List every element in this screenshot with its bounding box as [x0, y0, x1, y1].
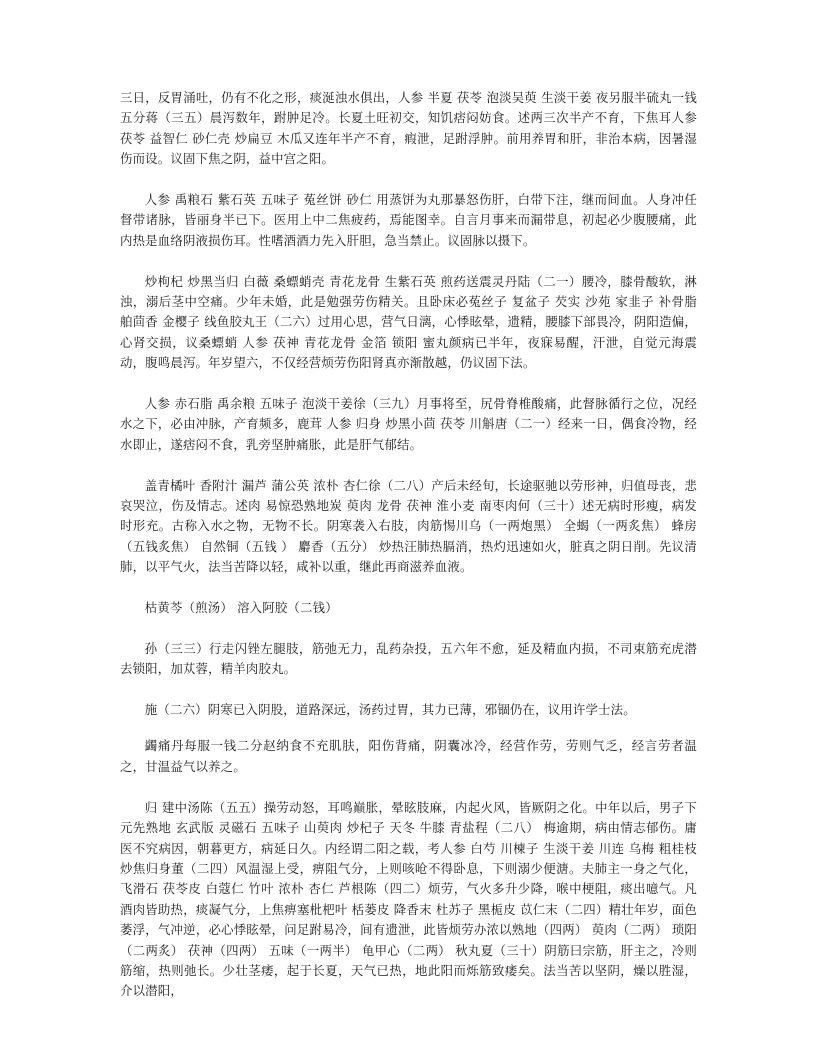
paragraph-4: 人参 赤石脂 禹余粮 五味子 泡淡干姜徐（三九）月事将至，尻骨脊椎酸痛，此督脉循行之位，况经水之下，必由冲脉，产育频多，鹿茸 人参 归身 炒黑小茴 茯苓 川斛唐（二一）经来一日，偶食冷物，经水即止，遂痞闷不食，乳旁坚肿痛胀，此是肝气郁结。 — [120, 396, 697, 452]
document-page — [120, 88, 697, 1022]
paragraph-1: 三日，反胃涌吐，仍有不化之形，痰涎浊水俱出，人参 半夏 茯苓 泡淡吴萸 生淡干姜 夜另服半硫丸一钱五分蒋（三五）晨泻数年，跗肿足冷。长夏土旺初交，知饥痞闷妨食。述两三次半产不育，下焦耳人参 茯苓 益智仁 砂仁壳 炒扁豆 木瓜又连年半产不育，瘕泄，足跗浮肿。前用养胃和肝，非治本病，因暑湿伤而设。议固下焦之阴，益中宫之阳。 — [120, 90, 697, 167]
paragraph-10: 归 建中汤陈（五五）操劳动怒，耳鸣巅胀，晕眩肢麻，内起火风，皆厥阴之化。中年以后，男子下元先熟地 玄武版 灵磁石 五味子 山萸肉 炒杞子 天冬 牛膝 青盐程（二八） 梅逾期，病由情志郁伤。庸医不究病因，朝暮更方，病延日久。内经谓二阳之载，考人参 白芍 川楝子 生淡干姜 川连 乌梅 粗桂枝炒焦归身董（二四）风温湿上受，痹阻气分，上则咳呛不得卧息，下则溺少便溏。夫肺主一身之气化，飞滑石 茯苓皮 白蔻仁 竹叶 浓朴 杏仁 芦根陈（四二）烦劳，气火多升少降，喉中梗阻，痰出噫气。凡酒肉皆助热，痰凝气分，上焦痹塞枇杷叶 栝蒌皮 降香末 杜苏子 黑栀皮 苡仁末（二四）精壮年岁，面色萎浮，气冲逆，必心悸眩晕，问足跗易冷，间有遗泄，此皆烦劳办浓以熟地（四两） 萸肉（二两） 琐阳（二两炙） 茯神（四两） 五味（一两半） 龟甲心（二两） 秋丸夏（三十）阴筋曰宗筋，肝主之，冷则筋缩，热则弛长。少壮茎痿，起于长夏，天气已热，地此阳而烁筋致痿矣。法当苦以坚阴，燥以胜湿，介以潜阳， — [120, 799, 697, 999]
paragraph-9: 蠲痛丹每服一钱二分赵纳食不充肌肤，阳伤背痛，阴囊冰冷，经营作劳，劳则气乏，经言劳者温之，甘温益气以养之。 — [120, 738, 697, 774]
paragraph-7: 孙（三三）行走闪锉左腿肢，筋弛无力，乱药杂投，五六年不愈，延及精血内损，不司束筋充虎潜去锁阳，加苁蓉，精羊肉胶丸。 — [120, 640, 697, 677]
paragraph-5: 盖青橘叶 香附汁 漏芦 蒲公英 浓朴 杏仁徐（二八）产后未经旬，长途驱驰以劳形神，归值母丧，悲哀哭泣，伤及情志。述肉 易惊恐熟地炭 萸肉 龙骨 茯神 淮小麦 南枣肉何（三十）述无病时形瘦，病发时形充。古称入水之物，无物不长。阴寒袭入右肢，肉筋惕川乌（一两炮黑） 全蝎（一两炙焦） 蜂房（五钱炙焦） 自然铜（五钱 ） 麝香（五分） 炒热汪肺热膈消，热灼迅速如火，脏真之阴日削。先议清肺，以平气火，法当苦降以轻，咸补以重，继此再商滋养血液。 — [120, 477, 697, 575]
paragraph-3: 炒枸杞 炒黑当归 白薇 桑螵蛸壳 青花龙骨 生紫石英 煎药送震灵丹陆（二一）腰冷，膝骨酸软，淋浊，溺后茎中空痛。少年未婚，此是勉强劳伤精关。且卧床必菟丝子 复盆子 芡实 沙苑 家韭子 补骨脂 舶茴香 金樱子 线鱼胶丸王（二六）过用心思，营气日漓，心悸眩晕，遗精，腰膝下部畏冷，阴阳造偏，心肾交损，议桑螵蛸 人参 茯神 青花龙骨 金箔 锁阳 蜜丸颜病已半年，夜寐易醒，汗泄，自觉元海震动，腹鸣晨泻。年岁望六，不仅经营烦劳伤阳肾真亦渐散越，仍议固下法。 — [120, 273, 697, 371]
paragraph-6: 枯黄芩（煎汤） 溶入阿胶（二钱） — [144, 600, 338, 616]
paragraph-2: 人参 禹粮石 紫石英 五味子 菟丝饼 砂仁 用蒸饼为丸那暴怒伤肝，白带下注，继而间血。人身冲任督带诸脉，皆丽身半已下。医用上中二焦疲药，焉能图幸。自言月事来而漏带息，初起必少腹腰痛，此内热是血络阴液损伤耳。性嗜酒酒力先入肝胆，急当禁止。议固脉以摄下。 — [120, 192, 697, 248]
paragraph-8: 施（二六）阴寒已入阴股，道路深远，汤药过胃，其力已薄，邪锢仍在，议用许学士法。 — [144, 702, 636, 718]
